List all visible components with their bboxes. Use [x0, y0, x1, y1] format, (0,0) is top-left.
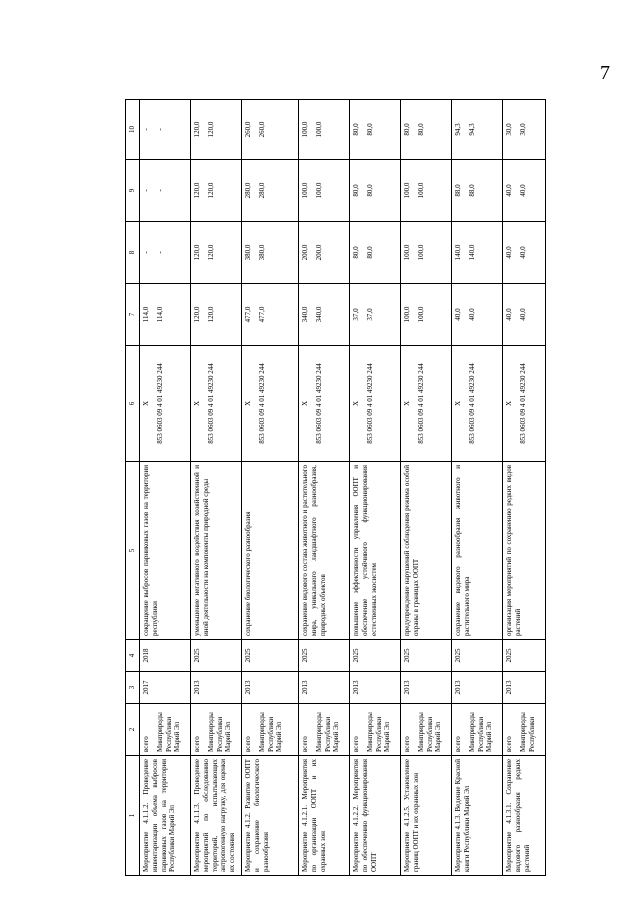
- cell-text: -: [155, 251, 164, 254]
- table-cell: [503, 222, 546, 284]
- table-row: [350, 100, 401, 876]
- cell-text: 100,0: [403, 306, 411, 323]
- cell-text: Мероприятие 4.1.3. Ведение Красной книги Республики Марий Эл: [454, 759, 471, 872]
- cell-text: 94,3: [467, 123, 476, 136]
- table-cell: [242, 160, 299, 222]
- table-cell: [401, 160, 452, 222]
- table-row: [401, 100, 452, 876]
- cell-text: 2018: [142, 648, 150, 663]
- cell-text: 100,0: [416, 244, 425, 261]
- cell-text: X: [454, 400, 462, 407]
- table-cell: [401, 284, 452, 346]
- cell-text: 2025: [301, 648, 309, 663]
- cell-text: сокращение выбросов парниковых газов на территории республики: [142, 465, 159, 636]
- cell-text: Мероприятие 4.1.1.2. Проведение инвентаризации объема выбросов парниковых газов на территории Республики Марий Эл: [142, 759, 177, 872]
- table-row: [503, 100, 546, 876]
- table-cell: [503, 756, 546, 876]
- table-cell: [350, 640, 401, 672]
- cell-text: 477,0: [257, 306, 266, 323]
- table-row: [140, 100, 191, 876]
- cell-text: 853 0603 09 4 01 49230 244: [518, 363, 527, 444]
- table-cell: [503, 672, 546, 704]
- cell-text: всего: [505, 736, 513, 752]
- table-cell: [452, 346, 503, 462]
- cell-text: 30,0: [505, 123, 513, 136]
- cell-text: Минприроды Республики: [518, 712, 536, 752]
- cell-text: 88,0: [467, 184, 476, 197]
- table-cell: [401, 640, 452, 672]
- cell-text: X: [352, 400, 360, 407]
- cell-text: 280,0: [244, 182, 252, 199]
- cell-text: Мероприятие 4.1.1.3. Проведение мероприятий по обследованию территорий, испытывающих антропогенную нагрузку, для оценки их состояния: [193, 759, 236, 872]
- cell-text: 37,0: [365, 308, 374, 321]
- cell-text: 114,0: [142, 306, 150, 323]
- cell-text: 260,0: [244, 121, 252, 138]
- table-cell: [242, 284, 299, 346]
- cell-text: 200,0: [314, 244, 323, 261]
- cell-text: 2013: [352, 680, 360, 695]
- cell-text: Мероприятие 4.1.2.2. Мероприятия по обеспечению функционирования ООПТ: [352, 759, 378, 872]
- table-cell: [503, 160, 546, 222]
- table-cell: [140, 756, 191, 876]
- table-cell: [191, 284, 242, 346]
- table-cell: [401, 100, 452, 160]
- table-cell: [191, 346, 242, 462]
- header-row: [126, 100, 140, 876]
- cell-text: 114,0: [155, 306, 164, 323]
- table-cell: [140, 462, 191, 640]
- table-row: [299, 100, 350, 876]
- cell-text: 2025: [505, 648, 513, 663]
- table-cell: [401, 704, 452, 756]
- cell-text: 100,0: [314, 182, 323, 199]
- cell-text: Минприроды Республики Марий Эл: [314, 712, 341, 752]
- cell-text: Мероприятие 4.1.2.5. Установление границ ООПТ и их охранных зон: [403, 759, 420, 872]
- cell-text: всего: [454, 736, 462, 752]
- cell-text: 80,0: [403, 123, 411, 136]
- cell-text: 380,0: [257, 244, 266, 261]
- cell-text: 2025: [352, 648, 360, 663]
- cell-text: 30,0: [518, 123, 527, 136]
- cell-text: 100,0: [301, 182, 309, 199]
- header-cell: 5: [126, 462, 140, 640]
- cell-text: 280,0: [257, 182, 266, 199]
- cell-text: -: [155, 189, 164, 192]
- cell-text: предупреждение нарушений соблюдения режима особой охраны в границах ООПТ: [403, 465, 420, 636]
- table-cell: [401, 756, 452, 876]
- cell-text: X: [193, 400, 201, 407]
- table-cell: [350, 284, 401, 346]
- table-cell: [191, 160, 242, 222]
- cell-text: 2013: [403, 680, 411, 695]
- header-cell: 4: [126, 640, 140, 672]
- cell-text: сохранение видового разнообразия животного и растительного мира: [454, 465, 471, 636]
- cell-text: X: [505, 400, 513, 407]
- table-cell: [140, 284, 191, 346]
- cell-text: 100,0: [416, 182, 425, 199]
- header-cell: 9: [126, 160, 140, 222]
- cell-text: 40,0: [518, 308, 527, 321]
- table-cell: [140, 346, 191, 462]
- cell-text: 80,0: [352, 184, 360, 197]
- table-cell: [140, 672, 191, 704]
- cell-text: Мероприятие 4.1.2.1. Мероприятия по организации ООПТ и их охранных зон: [301, 759, 327, 872]
- cell-text: -: [155, 128, 164, 131]
- cell-text: 100,0: [314, 121, 323, 138]
- cell-text: Минприроды Республики Марий Эл: [365, 712, 392, 752]
- cell-text: 120,0: [193, 121, 201, 138]
- table-cell: [299, 284, 350, 346]
- cell-text: 2017: [142, 680, 150, 695]
- cell-text: 853 0603 09 4 01 49230 244: [467, 363, 476, 444]
- table-cell: [299, 704, 350, 756]
- cell-text: 2025: [193, 648, 201, 663]
- table-cell: [452, 704, 503, 756]
- cell-text: Мероприятие 4.1.3.1. Сохранение видового разнообразия редких растений: [505, 759, 531, 872]
- table-cell: [242, 672, 299, 704]
- cell-text: 2013: [244, 680, 252, 695]
- cell-text: 80,0: [365, 123, 374, 136]
- table-cell: [401, 462, 452, 640]
- table-cell: [503, 346, 546, 462]
- cell-text: 200,0: [301, 244, 309, 261]
- table-cell: [191, 704, 242, 756]
- table-cell: [191, 672, 242, 704]
- table-cell: [140, 704, 191, 756]
- cell-text: 340,0: [301, 306, 309, 323]
- cell-text: -: [142, 128, 150, 131]
- page-number: 7: [600, 62, 610, 84]
- program-measures-table: [125, 99, 546, 876]
- cell-text: 88,0: [454, 184, 462, 197]
- table-cell: [503, 284, 546, 346]
- table-row: [452, 100, 503, 876]
- cell-text: всего: [193, 736, 201, 752]
- table-cell: [350, 462, 401, 640]
- cell-text: 853 0603 09 4 01 49230 244: [365, 363, 374, 444]
- cell-text: 80,0: [352, 123, 360, 136]
- cell-text: Минприроды Республики Марий Эл: [257, 712, 284, 752]
- cell-text: 120,0: [193, 306, 201, 323]
- table-cell: [299, 640, 350, 672]
- cell-text: 80,0: [352, 246, 360, 259]
- table-cell: [503, 100, 546, 160]
- cell-text: всего: [352, 736, 360, 752]
- table-cell: [350, 346, 401, 462]
- table-cell: [191, 100, 242, 160]
- cell-text: 2025: [454, 648, 462, 663]
- cell-text: 100,0: [403, 244, 411, 261]
- cell-text: 120,0: [206, 244, 215, 261]
- table-cell: [452, 100, 503, 160]
- cell-text: -: [142, 251, 150, 254]
- cell-text: Минприроды Республики Марий Эл: [467, 712, 494, 752]
- cell-text: 380,0: [244, 244, 252, 261]
- cell-text: всего: [301, 736, 309, 752]
- header-cell: 6: [126, 346, 140, 462]
- table-cell: [140, 160, 191, 222]
- table-cell: [350, 100, 401, 160]
- cell-text: всего: [142, 736, 150, 752]
- table-cell: [140, 640, 191, 672]
- cell-text: 40,0: [454, 308, 462, 321]
- rotated-table-wrapper: [125, 100, 623, 876]
- cell-text: 140,0: [454, 244, 462, 261]
- cell-text: X: [142, 400, 150, 407]
- table-row: [242, 100, 299, 876]
- table-cell: [242, 756, 299, 876]
- cell-text: 80,0: [365, 184, 374, 197]
- table-cell: [401, 222, 452, 284]
- cell-text: 120,0: [206, 306, 215, 323]
- table-cell: [299, 462, 350, 640]
- table-cell: [452, 756, 503, 876]
- table-cell: [299, 756, 350, 876]
- table-cell: [242, 346, 299, 462]
- table-cell: [242, 462, 299, 640]
- cell-text: 853 0603 09 4 01 49230 244: [416, 363, 425, 444]
- table-cell: [242, 222, 299, 284]
- cell-text: 140,0: [467, 244, 476, 261]
- cell-text: 100,0: [301, 121, 309, 138]
- cell-text: -: [142, 189, 150, 192]
- cell-text: всего: [244, 736, 252, 752]
- cell-text: 120,0: [206, 182, 215, 199]
- table-cell: [242, 100, 299, 160]
- cell-text: Минприроды Республики Марий Эл: [416, 712, 443, 752]
- cell-text: 94,3: [454, 123, 462, 136]
- table-cell: [452, 462, 503, 640]
- cell-text: 40,0: [518, 184, 527, 197]
- cell-text: повышение эффективности управления ООПТ и обеспечение устойчивого функционирования естественных экосистем: [352, 465, 378, 636]
- table-cell: [350, 222, 401, 284]
- cell-text: X: [301, 400, 309, 407]
- table-cell: [191, 462, 242, 640]
- cell-text: всего: [403, 736, 411, 752]
- cell-text: 40,0: [505, 184, 513, 197]
- table-cell: [452, 160, 503, 222]
- cell-text: 40,0: [467, 308, 476, 321]
- table-row: [191, 100, 242, 876]
- cell-text: Минприроды Республики Марий Эл: [155, 712, 182, 752]
- cell-text: 40,0: [518, 246, 527, 259]
- cell-text: 80,0: [365, 246, 374, 259]
- cell-text: 100,0: [416, 306, 425, 323]
- table-cell: [452, 672, 503, 704]
- table-cell: [191, 640, 242, 672]
- cell-text: 2013: [301, 680, 309, 695]
- cell-text: 2013: [505, 680, 513, 695]
- cell-text: организация мероприятий по сохранению редких видов растений: [505, 465, 522, 636]
- table-cell: [452, 284, 503, 346]
- table-cell: [350, 160, 401, 222]
- cell-text: X: [244, 400, 252, 407]
- table-cell: [503, 462, 546, 640]
- table-cell: [140, 100, 191, 160]
- cell-text: 2025: [244, 648, 252, 663]
- table-cell: [191, 222, 242, 284]
- cell-text: 100,0: [403, 182, 411, 199]
- cell-text: 853 0603 09 4 01 49230 244: [206, 363, 215, 444]
- cell-text: Мероприятие 4.1.2. Развитие ООПТ и сохранение биологического разнообразия: [244, 759, 270, 872]
- header-cell: 2: [126, 704, 140, 756]
- cell-text: сохранение видового состава животного и растительного мира, уникального ландшафтного разнообразия, природных объектов: [301, 465, 327, 636]
- cell-text: 2025: [403, 648, 411, 663]
- cell-text: 40,0: [505, 308, 513, 321]
- table-cell: [299, 160, 350, 222]
- table-cell: [350, 756, 401, 876]
- cell-text: 120,0: [193, 244, 201, 261]
- table-cell: [350, 672, 401, 704]
- table-cell: [242, 704, 299, 756]
- table-cell: [350, 704, 401, 756]
- table-cell: [299, 222, 350, 284]
- table-cell: [503, 704, 546, 756]
- table-body: [140, 100, 546, 876]
- header-cell: 1: [126, 756, 140, 876]
- table-cell: [503, 640, 546, 672]
- table-cell: [242, 640, 299, 672]
- cell-text: 2013: [193, 680, 201, 695]
- cell-text: 260,0: [257, 121, 266, 138]
- cell-text: 853 0603 09 4 01 49230 244: [257, 363, 266, 444]
- table-cell: [452, 222, 503, 284]
- table-cell: [140, 222, 191, 284]
- header-cell: 10: [126, 100, 140, 160]
- table-cell: [191, 756, 242, 876]
- table-cell: [299, 100, 350, 160]
- cell-text: 80,0: [416, 123, 425, 136]
- cell-text: 40,0: [505, 246, 513, 259]
- table-cell: [299, 346, 350, 462]
- table-cell: [401, 672, 452, 704]
- cell-text: 120,0: [193, 182, 201, 199]
- cell-text: Минприроды Республики Марий Эл: [206, 712, 233, 752]
- header-cell: 8: [126, 222, 140, 284]
- header-cell: 3: [126, 672, 140, 704]
- cell-text: 477,0: [244, 306, 252, 323]
- cell-text: сохранение биологического разнообразия: [244, 511, 252, 636]
- cell-text: уменьшение негативного воздействия хозяйственной и иной деятельности на компоненты природной среды: [193, 465, 210, 636]
- table-cell: [401, 346, 452, 462]
- cell-text: 2013: [454, 680, 462, 695]
- cell-text: 853 0603 09 4 01 49230 244: [155, 363, 164, 444]
- cell-text: 340,0: [314, 306, 323, 323]
- cell-text: 853 0603 09 4 01 49230 244: [314, 363, 323, 444]
- cell-text: 120,0: [206, 121, 215, 138]
- table-cell: [299, 672, 350, 704]
- cell-text: 37,0: [352, 308, 360, 321]
- table-cell: [452, 640, 503, 672]
- cell-text: X: [403, 400, 411, 407]
- header-cell: 7: [126, 284, 140, 346]
